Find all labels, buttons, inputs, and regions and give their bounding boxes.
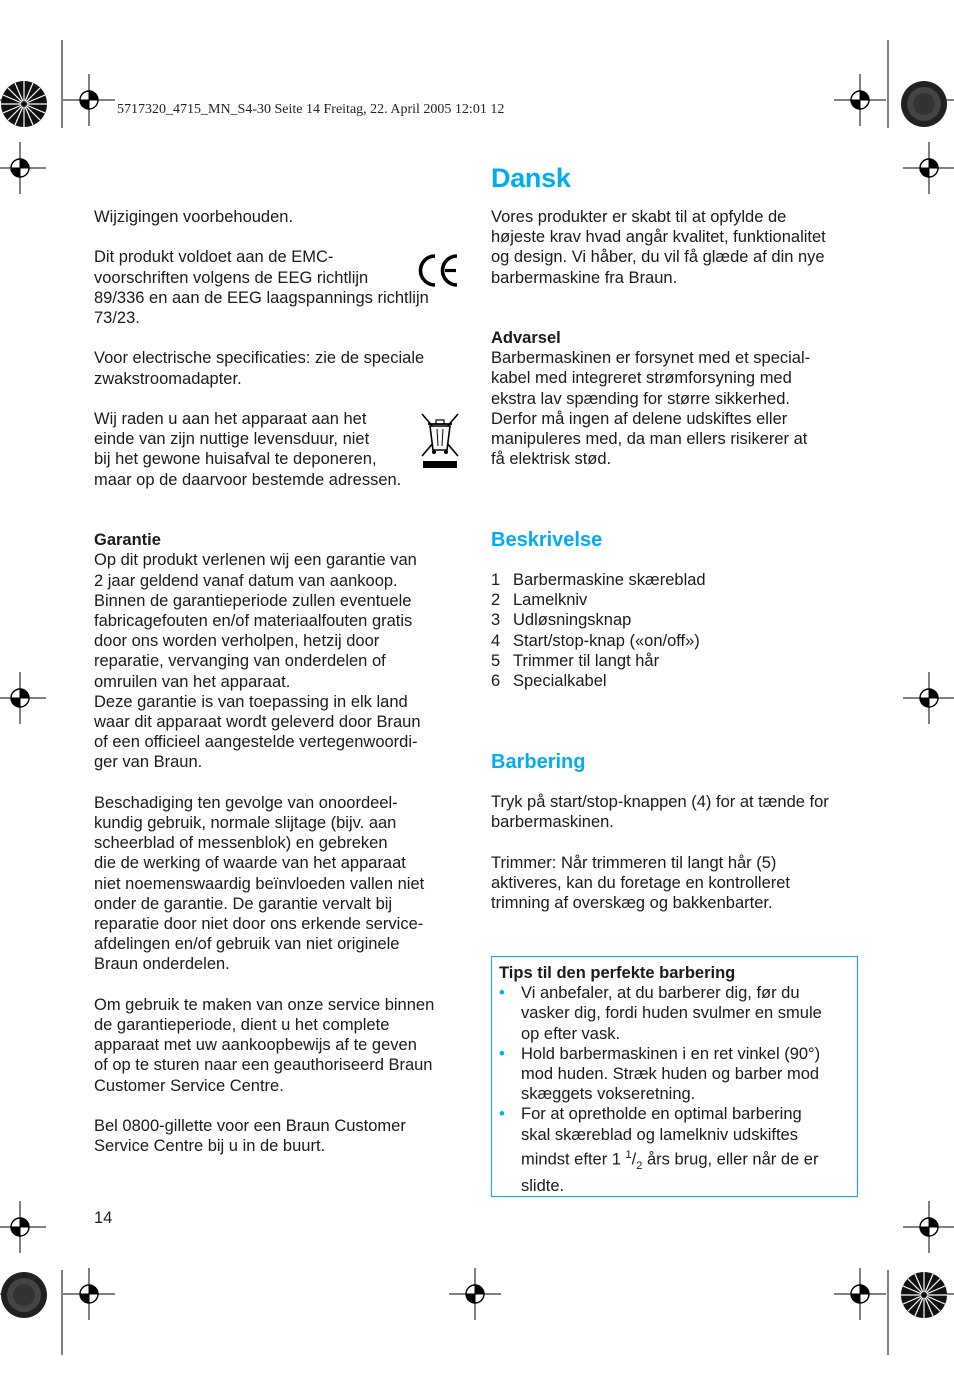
- tip-line: vasker dig, fordi huden svulmer en smule: [521, 1004, 822, 1023]
- print-slug: 5717320_4715_MN_S4-30 Seite 14 Freitag, 22. April 2005 12:01 12: [117, 102, 505, 117]
- trimmer-line: aktiveres, kan du foretage en kontrolleret: [491, 873, 791, 892]
- garantie-line: of een officieel aangestelde vertegenwoordi-: [94, 733, 418, 752]
- tip-line: Vi anbefaler, at du barberer dig, før du: [521, 984, 800, 1003]
- damage-line: reparatie door niet door ons erkende service-: [94, 915, 424, 934]
- garantie-line: fabricagefouten en/of materiaalfouten gratis: [94, 611, 413, 630]
- warning-line: manipuleres med, da man ellers risikerer at: [491, 430, 808, 449]
- fraction-denominator: 2: [636, 1159, 643, 1172]
- emc-paragraph: [94, 247, 462, 328]
- list-number: 2: [491, 591, 501, 610]
- tip-line: skal skæreblad og lamelkniv udskiftes: [521, 1125, 798, 1144]
- disposal-line: einde van zijn nuttige levensduur, niet: [94, 430, 370, 449]
- call-paragraph: [94, 1116, 462, 1156]
- page-number: 14: [94, 1209, 113, 1227]
- garantie-line: door ons worden verholpen, hetzij door: [94, 632, 380, 651]
- fraction-suffix: års brug, eller når de er: [642, 1150, 819, 1169]
- call-line: Bel 0800-gillette voor een Braun Customer: [94, 1117, 406, 1136]
- service-line: de garantieperiode, dient u het complete: [94, 1016, 390, 1035]
- tips-box: [491, 956, 858, 1197]
- list-text: Lamelkniv: [513, 591, 588, 610]
- shaving-heading: Barbering: [491, 751, 586, 773]
- damage-line: Beschadiging ten gevolge van onoordeel-: [94, 793, 398, 812]
- tip-line: slidte.: [521, 1176, 565, 1195]
- ce-mark-icon: [416, 252, 460, 290]
- description-heading: Beskrivelse: [491, 529, 603, 551]
- damage-line: kundig gebruik, normale slijtage (bijv. aan: [94, 814, 397, 832]
- garantie-heading: Garantie: [94, 531, 161, 550]
- shaving-line: barbermaskinen.: [491, 813, 614, 832]
- garantie-line: waar dit apparaat wordt geleverd door Braun: [94, 713, 421, 731]
- left-column: [94, 207, 462, 1156]
- emc-line: Dit produkt voldoet aan de EMC-: [94, 248, 334, 267]
- list-text: Trimmer til langt hår: [513, 651, 660, 670]
- list-text: Udløsningsknap: [513, 611, 632, 630]
- bullet-icon: •: [499, 1105, 505, 1124]
- intro-line: Vores produkter er skabt til at opfylde de: [491, 208, 787, 226]
- list-item: [491, 671, 859, 691]
- warning-line: få elektrisk stød.: [491, 450, 612, 469]
- garantie-line: Deze garantie is van toepassing in elk land: [94, 692, 408, 711]
- trimmer-line: trimning af overskæg og bakkenbarter.: [491, 894, 773, 912]
- damage-line: niet noemenswaardig beïnvloeden vallen niet: [94, 874, 425, 893]
- spec-paragraph: [94, 348, 462, 388]
- warning-line: Derfor må ingen af delene udskiftes eller: [491, 409, 788, 428]
- damage-line: afdelingen en/of gebruik van niet originele: [94, 935, 400, 954]
- changes-note: Wijzigingen voorbehouden.: [94, 208, 294, 226]
- garantie-line: Op dit produkt verlenen wij een garantie van: [94, 551, 417, 570]
- damage-line: die de werking of waarde van het apparaat: [94, 854, 406, 873]
- warning-line: ekstra lav spænding for større sikkerhed.: [491, 389, 790, 408]
- service-line: apparaat met uw aankoopbewijs af te geven: [94, 1036, 417, 1055]
- emc-line: 89/336 en aan de EEG laagspannings richtlijn: [94, 288, 429, 307]
- service-line: Om gebruik te maken van onze service binnen: [94, 995, 435, 1014]
- list-text: Barbermaskine skæreblad: [513, 571, 706, 589]
- list-item: [491, 631, 859, 651]
- warning-section: [491, 328, 859, 469]
- fraction-numerator: 1: [625, 1148, 632, 1161]
- service-line: Customer Service Centre.: [94, 1076, 284, 1095]
- damage-line: scheerblad of messenblok) en gebreken: [94, 834, 388, 853]
- bullet-icon: •: [499, 984, 505, 1003]
- section-title-dansk: Dansk: [491, 163, 571, 193]
- tip-line-fraction: mindst efter 1 $^1/_2$ års brug, eller når de er: [521, 1148, 819, 1172]
- garantie-line: reparatie, vervanging van onderdelen of: [94, 652, 386, 671]
- shaving-section: [491, 792, 859, 913]
- tip-item: [499, 983, 850, 1044]
- emc-line: 73/23.: [94, 309, 140, 327]
- fraction-prefix: mindst efter 1: [521, 1150, 626, 1169]
- garantie-line: ger van Braun.: [94, 753, 203, 772]
- intro-line: og design. Vi håber, du vil få glæde af din nye: [491, 248, 825, 267]
- garantie-line: 2 jaar geldend vanaf datum van aankoop.: [94, 571, 398, 590]
- intro-line: højeste krav hvad angår kvalitet, funktionalitet: [491, 228, 826, 247]
- warning-line: kabel med integreret strømforsyning med: [491, 369, 792, 388]
- disposal-line: maar op de daarvoor bestemde adressen.: [94, 470, 402, 489]
- list-text: Specialkabel: [513, 672, 607, 691]
- parts-list: [491, 570, 859, 691]
- shaving-line: Tryk på start/stop-knappen (4) for at tænde for: [491, 793, 829, 811]
- intro-paragraph: [491, 207, 859, 288]
- list-item: [491, 590, 859, 610]
- tip-item: [499, 1104, 850, 1196]
- service-line: of op te sturen naar een geauthoriseerd Braun: [94, 1056, 433, 1075]
- garantie-line: omruilen van het apparaat.: [94, 672, 291, 691]
- trimmer-line: Trimmer: Når trimmeren til langt hår (5): [491, 853, 777, 872]
- list-text: Start/stop-knap («on/off»): [513, 631, 700, 650]
- service-paragraph: [94, 995, 462, 1096]
- spec-line: Voor electrische specificaties: zie de speciale: [94, 349, 425, 368]
- warning-line: Barbermaskinen er forsynet med et special-: [491, 349, 811, 368]
- spec-line: zwakstroomadapter.: [94, 369, 242, 388]
- damage-line: Braun onderdelen.: [94, 955, 230, 974]
- bullet-icon: •: [499, 1044, 505, 1063]
- warning-heading: Advarsel: [491, 329, 561, 347]
- tip-line: op efter vask.: [521, 1024, 621, 1043]
- list-number: 4: [491, 631, 501, 650]
- list-item: [491, 651, 859, 671]
- disposal-line: Wij raden u aan het apparaat aan het: [94, 409, 367, 428]
- list-number: 1: [491, 571, 501, 589]
- damage-line: onder de garantie. De garantie vervalt bij: [94, 894, 393, 913]
- disposal-line: bij het gewone huisafval te deponeren,: [94, 450, 377, 469]
- tips-heading: Tips til den perfekte barbering: [499, 964, 736, 982]
- intro-line: barbermaskine fra Braun.: [491, 268, 678, 287]
- damage-paragraph: [94, 793, 462, 975]
- disposal-paragraph: [94, 409, 462, 490]
- list-number: 6: [491, 672, 501, 691]
- garantie-paragraph: [94, 550, 462, 772]
- tip-item: [499, 1044, 850, 1105]
- tip-line: mod huden. Stræk huden og barber mod: [521, 1065, 820, 1084]
- list-number: 3: [491, 611, 501, 630]
- list-item: [491, 610, 859, 630]
- tip-line: For at opretholde en optimal barbering: [521, 1105, 802, 1124]
- garantie-line: Binnen de garantieperiode zullen eventuele: [94, 591, 412, 610]
- list-item: [491, 570, 859, 590]
- tip-line: skæggets vokseretning.: [521, 1085, 696, 1104]
- emc-line: voorschriften volgens de EEG richtlijn: [94, 268, 369, 287]
- tip-line: Hold barbermaskinen i en ret vinkel (90°): [521, 1044, 821, 1063]
- crossed-out-wheelie-bin-icon: [420, 412, 460, 470]
- list-number: 5: [491, 651, 501, 670]
- call-line: Service Centre bij u in de buurt.: [94, 1137, 326, 1156]
